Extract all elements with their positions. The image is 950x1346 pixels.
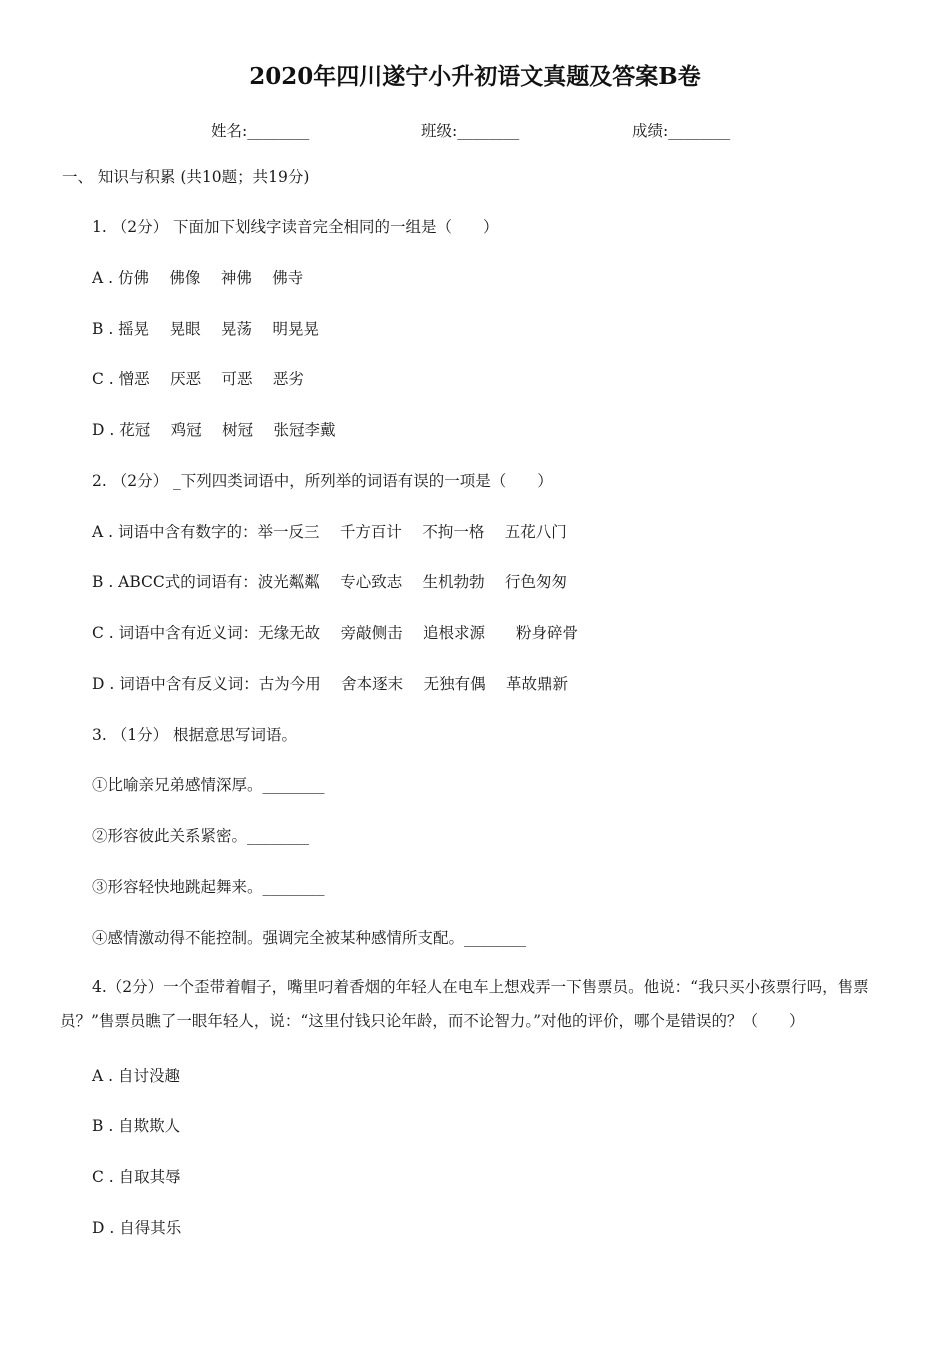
question-4-option-a[interactable]: A . 自讨没趣 [92, 1067, 180, 1085]
question-1-option-b[interactable]: B . 摇晃 晃眼 晃荡 明晃晃 [92, 320, 319, 338]
question-1-option-d[interactable]: D . 花冠 鸡冠 树冠 张冠李戴 [92, 421, 336, 439]
question-3-item-3[interactable]: ③形容轻快地跳起舞来。________ [92, 878, 325, 896]
question-1-stem: 1. （2分） 下面加下划线字读音完全相同的一组是（ ） [92, 218, 499, 236]
question-2-option-c[interactable]: C . 词语中含有近义词：无缘无故 旁敲侧击 追根求源 粉身碎骨 [92, 624, 578, 642]
question-2-option-d[interactable]: D . 词语中含有反义词：古为今用 舍本逐末 无独有偶 革故鼎新 [92, 675, 568, 693]
question-4-stem: 4.（2分）一个歪带着帽子，嘴里叼着香烟的年轻人在电车上想戏弄一下售票员。他说：“我只买小孩票行吗，售票员？”售票员瞧了一眼年轻人，说：“这里付钱只论年龄，而不论智力。”对他的评价，哪个是错误的？（ ） [60, 978, 869, 1030]
question-3-stem: 3. （1分） 根据意思写词语。 [92, 726, 298, 744]
question-1-option-a[interactable]: A . 仿佛 佛像 神佛 佛寺 [92, 269, 304, 287]
question-3-item-2[interactable]: ②形容彼此关系紧密。________ [92, 827, 310, 845]
question-4-option-b[interactable]: B . 自欺欺人 [92, 1117, 181, 1135]
student-info-row [0, 119, 950, 141]
question-4-option-c[interactable]: C . 自取其辱 [92, 1168, 181, 1186]
question-4-option-d[interactable]: D . 自得其乐 [92, 1219, 182, 1237]
question-1-option-c[interactable]: C . 憎恶 厌恶 可恶 恶劣 [92, 370, 304, 388]
question-2-stem: 2. （2分） _下列四类词语中，所列举的词语有误的一项是（ ） [92, 472, 553, 490]
page-title: 2020年四川遂宁小升初语文真题及答案B卷 [249, 63, 701, 90]
section-heading: 一、 知识与积累 (共10题；共19分) [62, 168, 310, 186]
score-field[interactable]: 成绩:________ [632, 122, 731, 140]
question-3-item-4[interactable]: ④感情激动得不能控制。强调完全被某种感情所支配。________ [92, 929, 527, 947]
question-2-option-b[interactable]: B . ABCC式的词语有：波光粼粼 专心致志 生机勃勃 行色匆匆 [92, 573, 568, 591]
name-field[interactable]: 姓名:________ [211, 122, 310, 140]
question-2-option-a[interactable]: A . 词语中含有数字的：举一反三 千方百计 不拘一格 五花八门 [92, 523, 567, 541]
question-3-item-1[interactable]: ①比喻亲兄弟感情深厚。________ [92, 776, 325, 794]
class-field[interactable]: 班级:________ [421, 122, 520, 140]
